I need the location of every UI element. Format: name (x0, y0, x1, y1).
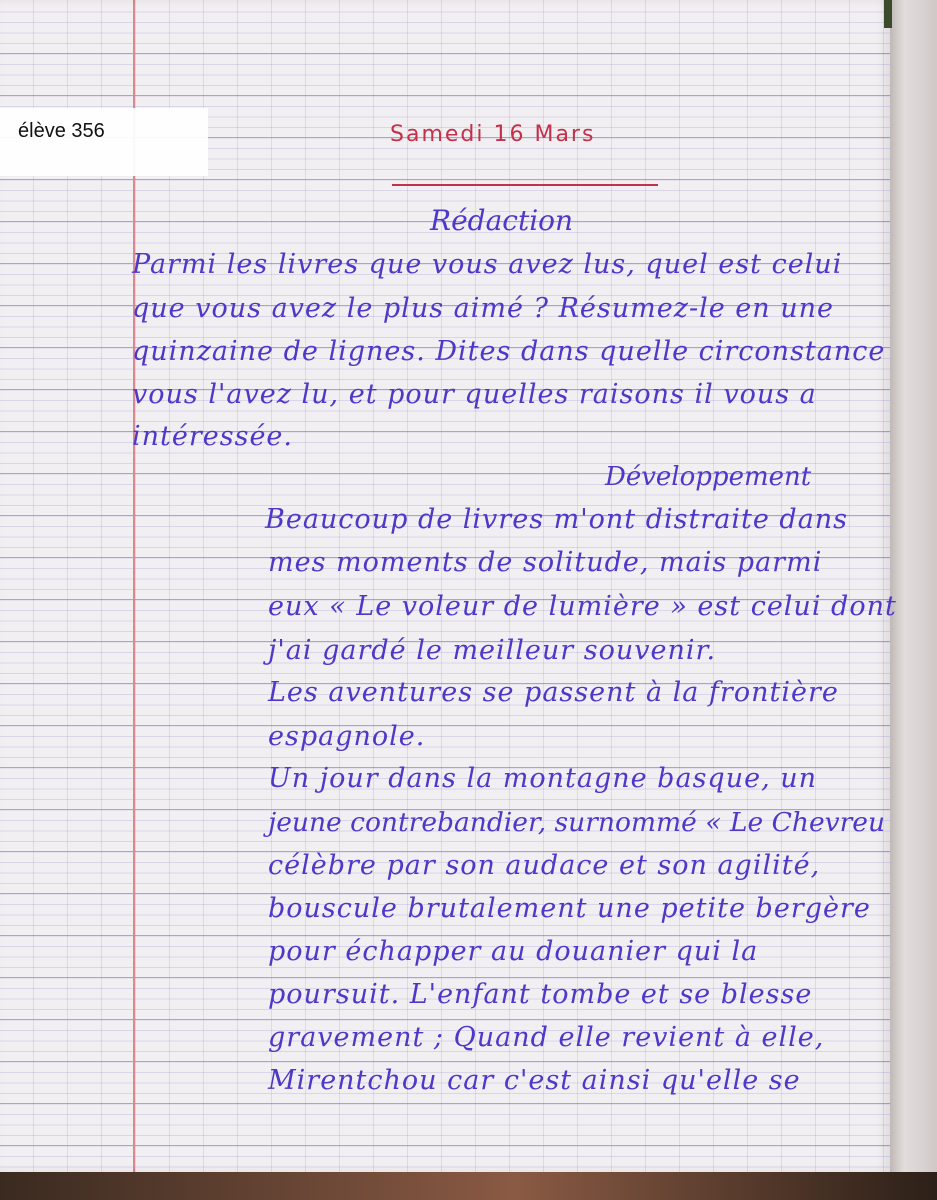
section-heading: Développement (605, 462, 812, 492)
date-underline (392, 184, 658, 186)
table-surface (0, 1172, 937, 1200)
question-line: vous l'avez lu, et pour quelles raisons il vous a (132, 379, 817, 410)
question-line: quinzaine de lignes. Dites dans quelle circonstance (132, 336, 886, 367)
page-edge (890, 0, 937, 1172)
essay-line: mes moments de solitude, mais parmi (268, 547, 823, 578)
essay-line: bouscule brutalement une petite bergère (268, 893, 871, 924)
essay-line: espagnole. (268, 721, 426, 752)
cover-corner (884, 0, 892, 28)
essay-line: eux « Le voleur de lumière » est celui dont (268, 591, 897, 622)
essay-line: Les aventures se passent à la frontière (268, 677, 839, 708)
essay-line: Beaucoup de livres m'ont distraite dans (265, 504, 849, 535)
question-line: intéressée. (132, 421, 293, 452)
essay-line: célèbre par son audace et son agilité, (268, 850, 821, 881)
question-line: Parmi les livres que vous avez lus, quel est celui (132, 249, 843, 280)
assignment-title: Rédaction (430, 204, 574, 237)
essay-line: jeune contrebandier, surnommé « Le Chevreu (268, 807, 886, 838)
essay-line: gravement ; Quand elle revient à elle, (268, 1022, 825, 1053)
date-heading: Samedi 16 Mars (390, 122, 596, 147)
essay-line: Mirentchou car c'est ainsi qu'elle se (268, 1065, 801, 1096)
essay-line: j'ai gardé le meilleur souvenir. (268, 635, 717, 666)
student-label: élève 356 (18, 120, 105, 142)
essay-line: pour échapper au douanier qui la (268, 936, 759, 967)
essay-line: Un jour dans la montagne basque, un (268, 763, 818, 794)
essay-line: poursuit. L'enfant tombe et se blesse (268, 979, 813, 1010)
question-line: que vous avez le plus aimé ? Résumez-le en une (132, 293, 834, 324)
